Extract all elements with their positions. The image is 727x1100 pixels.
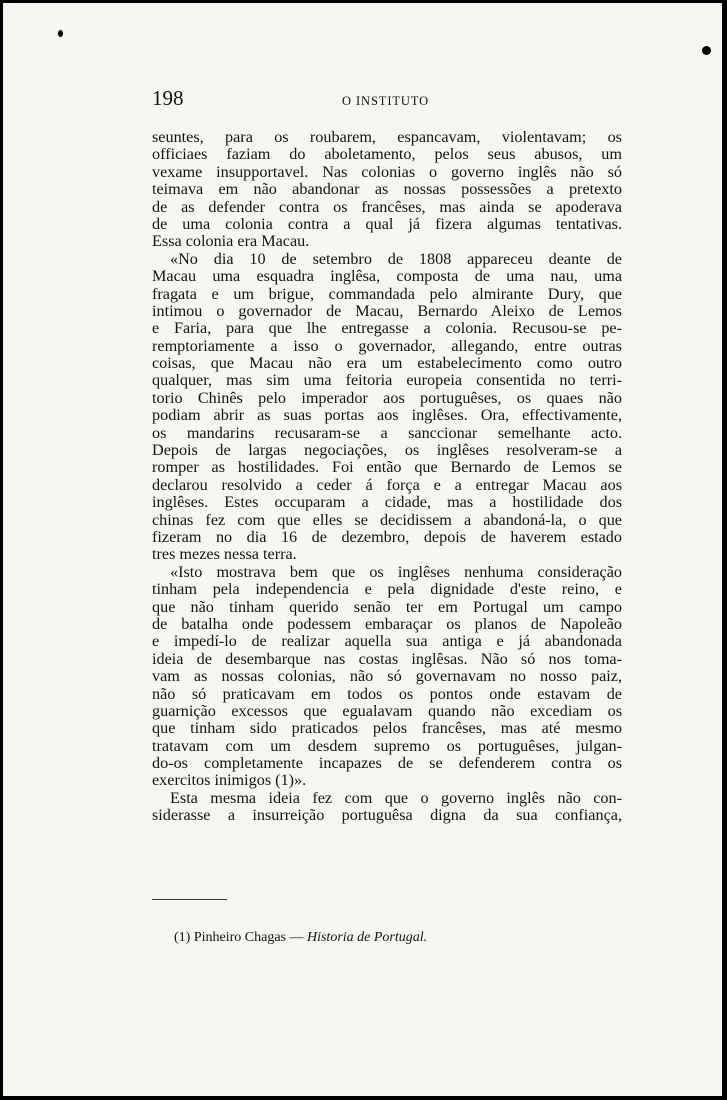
footnote-divider <box>152 899 227 900</box>
text-line: que não tinham querido senão ter em Portugal um campo <box>152 597 622 616</box>
text-line: ideia de desembarque nas costas inglêsas. Não só nos toma- <box>152 649 622 668</box>
text-line: inglêses. Estes occuparam a cidade, mas a hostilidade dos <box>152 493 622 512</box>
text-line: de uma colonia contra a qual já fizera algumas tentativas. <box>152 214 622 233</box>
text-line: não só praticavam em todos os pontos onde estavam de <box>152 684 622 703</box>
text-line: vam as nossas colonias, não só governavam no nosso paiz, <box>152 667 622 686</box>
text-line: tratavam com um desdem supremo os portuguêses, julgan- <box>152 736 622 755</box>
text-line: qualquer, mas sim uma feitoria europeia consentida no terri- <box>152 371 622 390</box>
text-line: Macau uma esquadra inglêsa, composta de uma nau, uma <box>152 267 622 286</box>
text-line: exercitos inimigos (1)». <box>152 771 307 790</box>
text-line: seuntes, para os roubarem, espancavam, violentavam; os <box>152 128 622 146</box>
text-line: os mandarins recusaram-se a sanccionar semelhante acto. <box>152 423 622 442</box>
text-line: torio Chinês pelo imperador aos portuguêses, os quaes não <box>152 388 622 407</box>
text-line: guarnição excessos que egualavam quando não excediam os <box>152 701 622 720</box>
ink-speck <box>58 30 63 37</box>
text-line: declarou resolvido a ceder á força e a entregar Macau aos <box>152 475 622 494</box>
text-line: «Isto mostrava bem que os inglêses nenhuma consideração <box>170 562 622 581</box>
text-line: Essa colonia era Macau. <box>152 232 310 251</box>
text-line: podiam abrir as suas portas aos inglêses. Ora, effectivamente, <box>152 406 622 425</box>
scan-edge-right <box>722 0 727 1100</box>
text-line: que tinham sido praticados pelos francêses, mas até mesmo <box>152 719 622 738</box>
text-line: teimava em não abandonar as nossas possessões a pretexto <box>152 180 622 199</box>
text-line: Esta mesma ideia fez com que o governo inglês não con- <box>170 788 622 807</box>
text-line: fizeram no dia 16 de dezembro, depois de haverem estado <box>152 527 622 546</box>
text-line: e Faria, para que lhe entregasse a colonia. Recusou-se pe- <box>152 319 622 338</box>
text-line: vexame insupportavel. Nas colonias o governo inglês não só <box>152 162 622 181</box>
scan-edge-top <box>0 0 727 3</box>
footnote-author: Pinheiro Chagas — <box>193 930 304 945</box>
text-line: remptoriamente a isso o governador, allegando, entre outras <box>152 336 622 355</box>
footnote-title: Historia de Portugal. <box>306 930 428 945</box>
text-line: chinas fez com que elles se decidissem a abandoná-la, o que <box>152 510 622 529</box>
text-line: fragata e um brigue, commandada pelo almirante Dury, que <box>152 284 622 303</box>
text-line: tres mezes nessa terra. <box>152 545 297 564</box>
footnote-marker: (1) <box>174 930 191 945</box>
text-line: do-os completamente incapazes de se defenderem contra os <box>152 754 622 773</box>
scan-edge-left <box>0 0 3 1100</box>
running-title: O INSTITUTO <box>342 94 430 108</box>
scan-edge-bottom <box>0 1096 727 1100</box>
page-number: 198 <box>152 86 184 110</box>
text-line: Depois de largas negociações, os inglêses resolveram-se a <box>152 441 622 460</box>
body-text <box>152 129 622 825</box>
text-line: siderasse a insurreição portuguêsa digna da sua confiança, <box>152 806 622 825</box>
text-line: romper as hostilidades. Foi então que Bernardo de Lemos se <box>152 458 622 477</box>
ink-speck <box>702 46 711 55</box>
text-line: de as defender contra os francêses, mas ainda se apoderava <box>152 197 622 216</box>
text-line: officiaes faziam do aboletamento, pelos seus abusos, um <box>152 145 622 164</box>
page-header <box>152 86 622 116</box>
text-line: «No dia 10 de setembro de 1808 appareceu deante de <box>170 249 622 268</box>
text-line: e impedí-lo de realizar aquella sua antiga e já abandonada <box>152 632 622 651</box>
footnote <box>174 930 427 946</box>
text-line: intimou o governador de Macau, Bernardo Aleixo de Lemos <box>152 301 622 320</box>
text-line: de batalha onde podessem embaraçar os planos de Napoleão <box>152 614 622 633</box>
text-line: coisas, que Macau não era um estabelecimento como outro <box>152 354 622 373</box>
text-line: tinham pela independencia e pela dignidade d'este reino, e <box>152 580 622 599</box>
